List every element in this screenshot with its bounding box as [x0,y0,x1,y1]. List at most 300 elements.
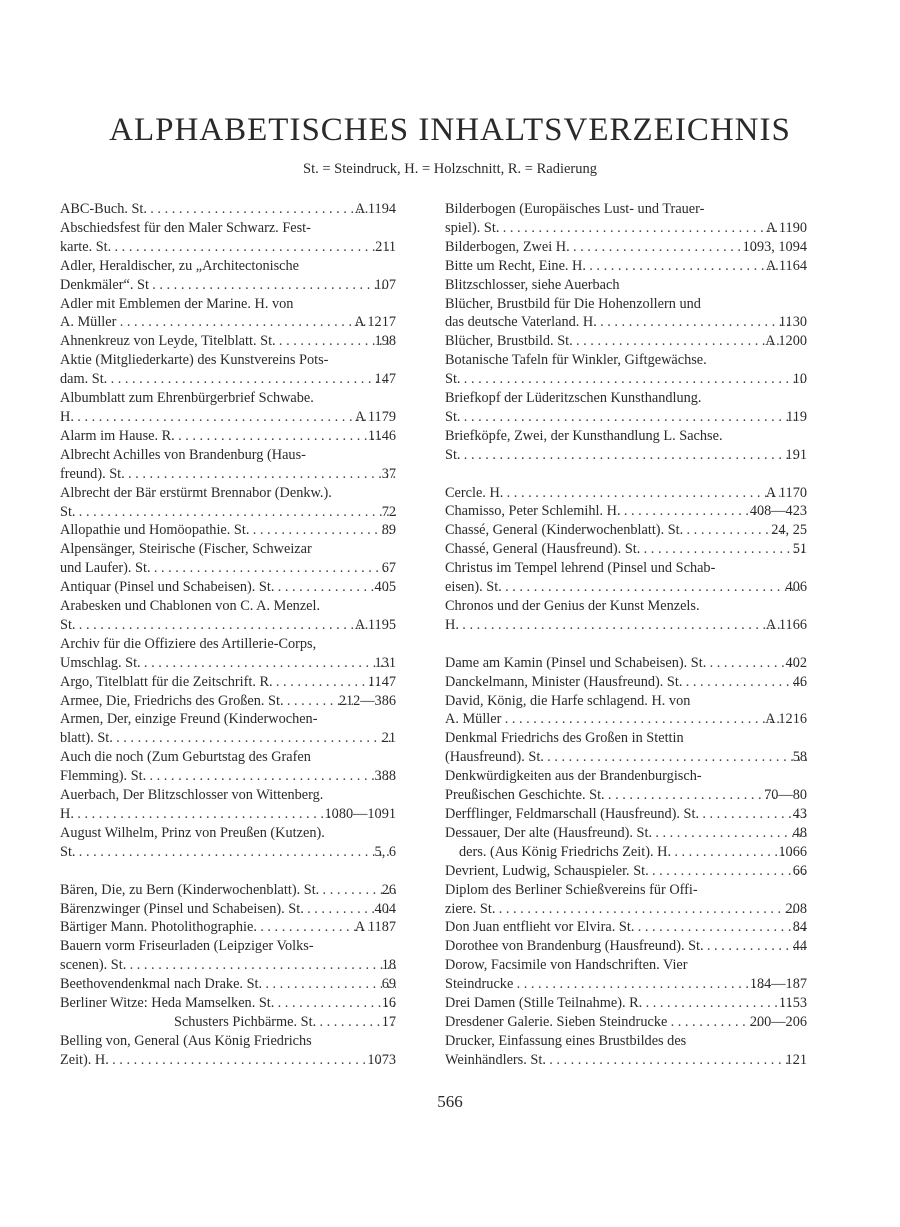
entry-plate-number: A 1190 [765,219,807,236]
dot-leader [126,956,395,975]
entry-reference-row [445,313,807,332]
entry-reference-row: H. . . . A 1179 [74,408,396,427]
entry-reference-row [60,918,396,937]
entry-title: Devrient, Ludwig, Schauspieler. St. [445,862,649,879]
dot-leader [141,654,389,673]
index-entry [60,351,396,389]
entry-title: St. [445,371,461,388]
entry-text-line: Denkmal Friedrichs des Großen in Stettin [445,730,684,747]
dot-leader [147,200,369,219]
dot-leader [107,370,388,389]
entry-plate-number: 1080—1091 [324,806,396,822]
entry-title: Denkmäler“. St [60,276,149,293]
dot-leader [274,994,395,1013]
dot-leader [699,805,807,824]
entry-plate-number: 1066 [778,843,807,860]
entry-plate-number: 406 [785,579,807,596]
entry-plate-number: 1093, 1094 [742,238,807,255]
dot-leader [501,710,779,729]
dot-leader [573,332,780,351]
entry-title: Bärenzwinger (Pinsel und Schabeisen). St. [60,900,304,917]
index-entry [60,219,396,257]
index-entry [60,257,396,295]
index-entry [60,578,396,597]
entry-reference-row [445,370,807,389]
dot-leader [499,219,779,238]
entry-reference-row [445,824,807,843]
entry-title: Drei Damen (Stille Teilnahme). R. [445,995,643,1012]
entry-reference-row [445,862,807,881]
entry-plate-number: A 1164 [765,257,807,274]
index-entry [445,918,807,937]
index-entry [445,767,807,805]
index-entry [60,427,396,446]
entry-plate-number: 404 [374,900,396,917]
entry-title: Bären, Die, zu Bern (Kinderwochenblatt). St. [60,881,320,898]
entry-title: St. [60,503,76,520]
entry-title: Alarm im Hause. R. [60,427,175,444]
entry-reference-row [60,900,396,919]
dot-leader [149,276,389,295]
index-entry [445,654,807,673]
entry-plate-number: 184—187 [749,976,807,993]
entry-title: dam. St. [60,371,108,388]
entry-reference-row [60,1051,396,1070]
entry-reference-row [60,313,396,332]
index-entry [60,446,396,484]
entry-plate-number: 1147 [367,673,396,690]
index-entry [60,994,396,1013]
entry-reference-row [60,238,396,257]
index-entry [445,994,807,1013]
index-entry [445,257,807,276]
entry-text-line: Briefköpfe, Zwei, der Kunsthandlung L. Sachse. [445,427,723,444]
dot-leader [74,805,339,824]
index-entry [60,824,396,862]
entry-text-line: Abschiedsfest für den Maler Schwarz. Fest- [60,219,311,236]
entry-plate-number: A 1179 [354,408,396,425]
entry-reference-row [60,200,396,219]
entry-plate-number: 1130 [778,314,807,331]
entry-reference-row [60,881,396,900]
entry-text-line: Denkwürdigkeiten aus der Brandenburgisch- [445,768,702,785]
index-entry [445,692,807,730]
entry-reference-row [445,1013,807,1032]
entry-title: Bärtiger Mann. Photolithographie. [60,919,257,936]
entry-plate-number: A 1200 [765,333,807,350]
index-entry [60,692,396,711]
index-entry [445,559,807,597]
dot-leader [640,540,806,559]
entry-reference-row [445,521,807,540]
index-entry [60,975,396,994]
dot-leader [503,484,779,503]
index-entry [445,389,807,427]
entry-plate-number: 388 [374,768,396,785]
entry-reference-row [459,843,807,862]
dot-leader [586,257,780,276]
index-entry [445,295,807,333]
dot-leader [704,937,807,956]
entry-title: Flemming). St. [60,768,147,785]
index-entry [445,200,807,238]
entry-reference-row [445,219,807,238]
entry-reference-row [445,937,807,956]
index-entry [445,881,807,919]
entry-text-line: Briefkopf der Lüderitzschen Kunsthandlung. [445,390,702,407]
entry-title: Blücher, Brustbild. St. [445,333,573,350]
left-index-column [60,200,396,1070]
entry-text-line: Blitzschlosser, siehe Auerbach [445,276,620,293]
entry-title: scenen). St. [60,957,127,974]
index-entry [445,1032,807,1070]
entry-title: A. Müller [60,314,117,331]
index-entry [60,389,396,427]
abbreviation-legend: St. = Steindruck, H. = Holzschnitt, R. = Radierung [303,161,597,177]
entry-title: karte. St. [60,238,112,255]
entry-reference-row [445,748,807,767]
entry-title: Berliner Witze: Heda Mamselken. St. [60,995,275,1012]
entry-plate-number: 119 [786,408,807,425]
entry-reference-row [445,673,807,692]
entry-plate-number: 198 [374,333,396,350]
entry-text-line: Armen, Der, einzige Freund (Kinderwochen- [60,711,318,728]
index-entry [445,238,807,257]
entry-title: St. [60,616,76,633]
entry-text-line: Drucker, Einfassung eines Brustbildes des [445,1032,687,1049]
index-entry [445,1013,807,1032]
entry-text-line: August Wilhelm, Prinz von Preußen (Kutzen). [60,824,325,841]
entry-title: Beethovendenkmal nach Drake. St. [60,976,263,993]
entry-reference-row [60,843,396,862]
index-entry [60,900,396,919]
entry-reference-row [445,578,807,597]
dot-leader [459,616,780,635]
index-entry [60,635,396,673]
entry-reference-row [60,559,396,578]
entry-reference-row [60,767,396,786]
dot-leader [513,975,764,994]
entry-text-line: Aktie (Mitgliederkarte) des Kunstvereins Pots- [60,352,329,369]
entry-reference-row [60,994,396,1013]
entry-reference-row [445,238,807,257]
entry-title: spiel). St. [445,219,500,236]
entry-reference-row [445,540,807,559]
entry-reference-row: H. . . . A 1166 [459,616,807,635]
entry-text-line: Albumblatt zum Ehrenbürgerbrief Schwabe. [60,390,314,407]
entry-title: St. [445,446,461,463]
entry-title: Antiquar (Pinsel und Schabeisen). St. [60,579,275,596]
entry-text-line: Adler mit Emblemen der Marine. H. von [60,295,294,312]
index-entry [60,918,396,937]
entry-title: Schusters Pichbärme. St. [174,1013,317,1030]
entry-reference-row [60,975,396,994]
entry-plate-number: 408—423 [749,503,807,520]
dot-leader [495,900,799,919]
entry-reference-row [60,276,396,295]
entry-plate-number: 405 [374,579,396,596]
section-spacer [445,465,807,484]
entry-plate-number: 70—80 [764,787,807,804]
index-entry [60,710,396,748]
entry-text-line: Adler, Heraldischer, zu „Architectonische [60,257,300,274]
dot-leader [682,673,806,692]
index-entry [60,295,396,333]
index-entry [60,540,396,578]
entry-text-line: Arabesken und Chablonen von C. A. Menzel. [60,598,321,615]
entry-reference-row [60,465,396,484]
index-entry [60,597,396,635]
entry-title: Preußischen Geschichte. St. [445,787,605,804]
entry-title: das deutsche Vaterland. H. [445,314,597,331]
entry-title: blatt). St. [60,730,113,747]
entry-title: Chassé, General (Kinderwochenblatt). St. [445,522,684,539]
index-entry [445,332,807,351]
entry-title: ABC-Buch. St. [60,201,147,217]
dot-leader [111,238,389,257]
index-entry [445,484,807,503]
entry-text-line: Archiv für die Offiziere des Artillerie-Corps, [60,635,317,652]
dot-leader [621,502,764,521]
index-entry [60,937,396,975]
entry-plate-number: A 1216 [765,711,807,728]
entry-title: Bitte um Recht, Eine. H. [445,257,586,274]
entry-plate-number: 5, 6 [374,843,396,860]
dot-leader [116,313,368,332]
entry-text-line: Dorow, Facsimile von Handschriften. Vier [445,957,688,974]
entry-reference-row [60,673,396,692]
entry-text-line: Blücher, Brustbild für Die Hohenzollern und [445,295,701,312]
entry-title: A. Müller [445,711,502,728]
entry-plate-number: A 1187 [354,919,396,936]
right-index-column [445,200,807,1070]
dot-leader [634,918,806,937]
dot-leader [652,824,807,843]
dot-leader [597,313,793,332]
index-entry [445,540,807,559]
dot-leader [273,673,382,692]
index-entry [60,1032,396,1070]
entry-plate-number: A 1195 [354,616,396,633]
index-entry [445,805,807,824]
index-entry [445,276,807,295]
entry-title: Allopathie und Homöopathie. St. [60,522,250,539]
dot-leader [151,559,396,578]
entry-title: ziere. St. [445,900,496,917]
entry-plate-number: 147 [374,371,396,388]
entry-title: Dresdener Galerie. Sieben Steindrucke [445,1013,668,1030]
entry-plate-number: 1153 [778,995,807,1012]
index-entry [60,332,396,351]
entry-reference-row [60,427,396,446]
entry-title: Don Juan entflieht vor Elvira. St. [445,919,635,936]
entry-reference-row [74,1013,396,1032]
dot-leader [74,408,369,427]
entry-plate-number: A 1170 [765,484,807,501]
entry-plate-number: 1146 [367,427,396,444]
entry-text-line: Alpensänger, Steirische (Fischer, Schweizar [60,541,312,558]
index-entry [60,673,396,692]
entry-text-line: Bilderbogen (Europäisches Lust- und Trauer- [445,201,705,217]
entry-text-line: David, König, die Harfe schlagend. H. von [445,692,691,709]
entry-plate-number: 24, 25 [771,522,807,539]
section-spacer [60,862,396,881]
dot-leader [649,862,807,881]
entry-reference-row [445,918,807,937]
index-entry [445,521,807,540]
entry-title: Dessauer, Der alte (Hausfreund). St. [445,824,653,841]
entry-title: Cercle. H. [445,484,504,501]
entry-reference-row [445,502,807,521]
entry-plate-number: A 1166 [765,616,807,633]
entry-reference-row: H. . . . 1080—1091 [74,805,396,824]
index-entry [445,502,807,521]
entry-reference-row [60,956,396,975]
entry-reference-row [60,616,396,635]
entry-reference-row [60,654,396,673]
entry-title: (Hausfreund). St. [445,749,544,766]
entry-title: Chassé, General (Hausfreund). St. [445,541,641,558]
entry-title: St. [60,843,76,860]
entry-title: Umschlag. St. [60,654,141,671]
index-entry [445,937,807,956]
entry-text-line: Albrecht Achilles von Brandenburg (Haus- [60,446,306,463]
entry-reference-row [60,729,396,748]
index-entry [445,862,807,881]
entry-text-line: Auch die noch (Zum Geburtstag des Grafen [60,749,311,766]
dot-leader [570,238,757,257]
entry-reference-row [445,446,807,465]
entry-reference-row [60,578,396,597]
entry-title: Armee, Die, Friedrichs des Großen. St. [60,692,284,709]
dot-leader [109,1051,382,1070]
entry-reference-row [445,994,807,1013]
dot-leader [546,1051,800,1070]
entry-text-line: Belling von, General (Aus König Friedrichs [60,1032,312,1049]
entry-plate-number: 402 [785,654,807,671]
entry-reference-row [445,257,807,276]
index-entry [60,881,396,900]
dot-leader [175,427,382,446]
index-entry [60,786,396,824]
entry-reference-row [60,692,396,711]
index-entry [60,200,396,219]
entry-text-line: Albrecht der Bär erstürmt Brennabor (Denkw.). [60,484,332,501]
entry-reference-row [445,900,807,919]
entry-title: ders. (Aus König Friedrichs Zeit). H. [459,843,672,860]
entry-title: St. [445,408,461,425]
page-number: 566 [437,1092,463,1111]
index-entry [445,843,807,862]
entry-title: Argo, Titelblatt für die Zeitschrift. R. [60,673,273,690]
entry-title: Ahnenkreuz von Leyde, Titelblatt. St. [60,333,276,350]
index-entry [445,427,807,465]
entry-plate-number: 131 [374,654,396,671]
entry-reference-row [445,805,807,824]
entry-plate-number: 121 [785,1051,807,1068]
dot-leader [257,918,369,937]
entry-plate-number: 200—206 [749,1013,807,1030]
entry-title: Bilderbogen, Zwei H. [445,238,570,255]
index-entry [60,748,396,786]
section-spacer [445,635,807,654]
index-entry [60,484,396,522]
entry-reference-row [60,503,396,522]
entry-text-line: Botanische Tafeln für Winkler, Giftgewächse. [445,352,707,369]
dot-leader [276,332,389,351]
entry-title: und Laufer). St. [60,560,151,577]
entry-reference-row [445,408,807,427]
entry-text-line: Diplom des Berliner Schießvereins für Offi- [445,881,698,898]
entry-title: Weinhändlers. St. [445,1051,546,1068]
entry-title: Derfflinger, Feldmarschall (Hausfreund). St. [445,805,700,822]
dot-leader [249,521,395,540]
entry-plate-number: 191 [785,446,807,463]
entry-title: Dorothee von Brandenburg (Hausfreund). St. [445,938,704,955]
index-entry [445,597,807,635]
entry-title: freund). St. [60,465,125,482]
entry-reference-row [445,484,807,503]
entry-reference-row [445,1051,807,1070]
entry-text-line: Auerbach, Der Blitzschlosser von Wittenberg. [60,787,324,804]
entry-plate-number: A 1194 [354,201,396,217]
dot-leader [544,748,807,767]
entry-title: Danckelmann, Minister (Hausfreund). St. [445,673,683,690]
entry-title: Steindrucke [445,976,514,993]
dot-leader [262,975,396,994]
entry-title: Zeit). H. [60,1051,109,1068]
index-entry [445,673,807,692]
entry-plate-number: 212—386 [338,692,396,709]
entry-text-line: Christus im Tempel lehrend (Pinsel und Schab- [445,560,716,577]
dot-leader [642,994,793,1013]
index-entry [60,521,396,540]
index-entry [445,824,807,843]
dot-leader [146,767,388,786]
dot-leader [605,786,778,805]
entry-reference-row [445,786,807,805]
entry-reference-row [445,332,807,351]
dot-leader [113,729,396,748]
index-entry [445,956,807,994]
entry-plate-number: 208 [785,900,807,917]
entry-reference-row [60,521,396,540]
entry-text-line: Chronos und der Genius der Kunst Menzels. [445,598,700,615]
entry-plate-number: 1073 [367,1051,396,1068]
entry-plate-number: 211 [375,238,396,255]
entry-text-line: Bauern vorm Friseurladen (Leipziger Volks- [60,938,314,955]
entry-plate-number: A 1217 [354,314,396,331]
index-entry [445,351,807,389]
dot-leader [683,521,785,540]
dot-leader [671,843,792,862]
entry-reference-row [445,710,807,729]
entry-title: eisen). St. [445,579,502,596]
dot-leader [274,578,388,597]
index-entry [445,729,807,767]
dot-leader [502,578,800,597]
index-entry [60,1013,396,1032]
entry-title: Chamisso, Peter Schlemihl. H. [445,503,621,520]
dot-leader [125,465,396,484]
entry-reference-row [445,654,807,673]
entry-reference-row [60,370,396,389]
page-title: ALPHABETISCHES INHALTSVERZEICHNIS [109,112,791,148]
entry-plate-number: 107 [374,276,396,293]
entry-title: Dame am Kamin (Pinsel und Schabeisen). St. [445,654,707,671]
entry-reference-row [445,975,807,994]
entry-reference-row [60,332,396,351]
